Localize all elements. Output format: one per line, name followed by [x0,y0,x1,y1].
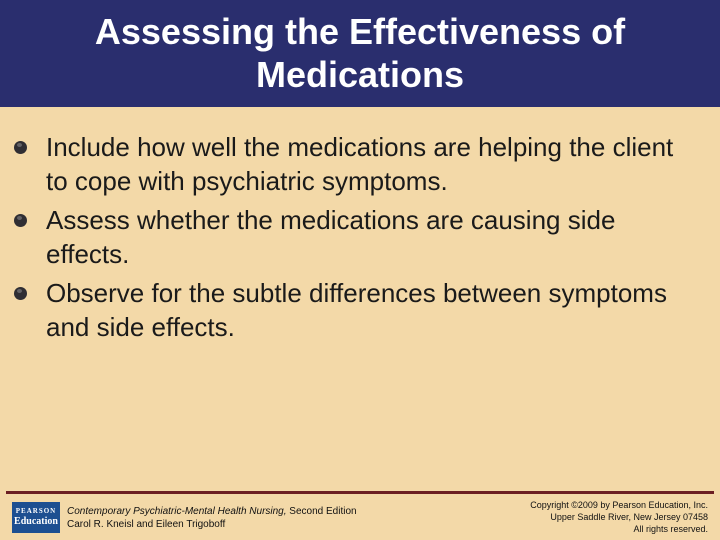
bullet-item [14,276,694,344]
title-bar [0,0,720,107]
logo-top-text: PEARSON [15,507,57,515]
footer-divider [6,491,714,494]
bullet-item [14,130,694,198]
book-edition: Second Edition [286,506,357,517]
bullet-dot-icon [14,141,27,154]
bullet-item [14,203,694,271]
copyright-notice [478,499,708,535]
pearson-logo [12,502,60,533]
logo-bottom-text: Education [14,516,58,527]
bullet-dot-icon [14,287,27,300]
slide-title: Assessing the Effectiveness of Medications [94,10,626,95]
copyright-line: Copyright ©2009 by Pearson Education, Inc. [530,500,708,510]
book-authors: Carol R. Kneisl and Eileen Trigoboff [67,519,226,530]
copyright-address: Upper Saddle River, New Jersey 07458 [550,512,708,522]
book-title-line [67,505,357,518]
bullet-text: Observe for the subtle differences between symptoms and side effects. [46,278,667,342]
bullet-dot-icon [14,214,27,227]
book-info [67,505,357,531]
bullet-list [14,130,694,349]
copyright-rights: All rights reserved. [633,524,708,534]
bullet-text: Include how well the medications are helping the client to cope with psychiatric symptoms. [46,132,674,196]
bullet-text: Assess whether the medications are causing side effects. [46,205,616,269]
book-title: Contemporary Psychiatric-Mental Health Nursing, [67,506,287,517]
